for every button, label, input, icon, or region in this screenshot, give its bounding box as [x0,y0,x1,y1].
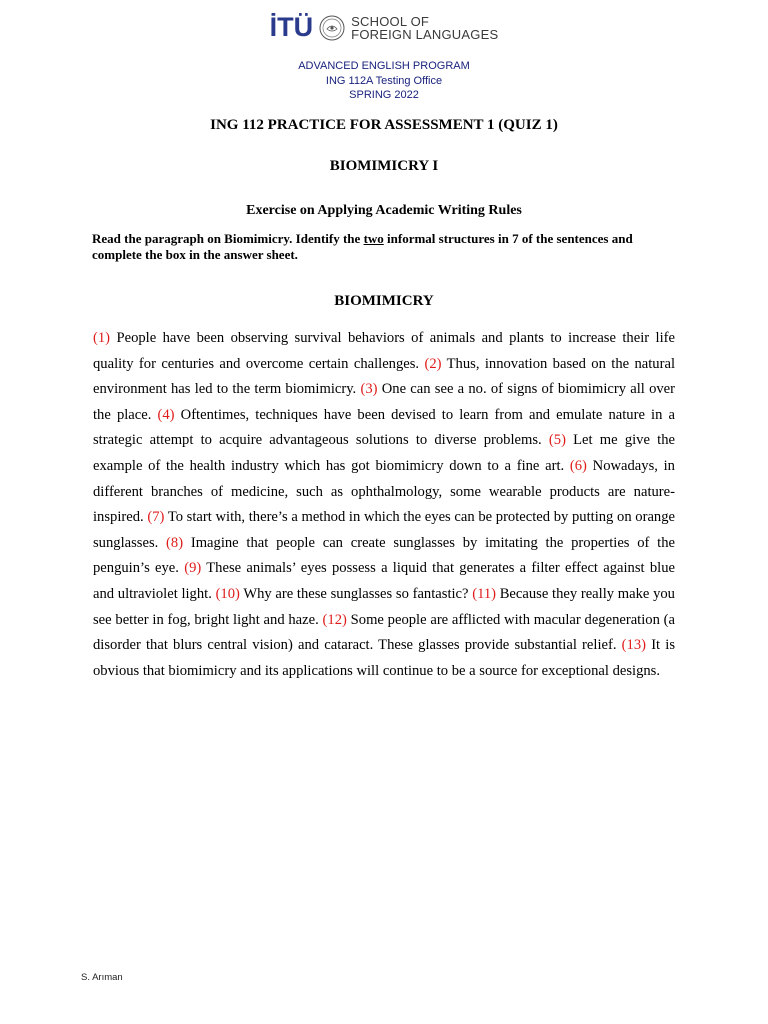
sentence-text: One can see a no. of signs of biomimicry all over the place. [93,381,676,423]
sentence-text: Why are these sunglasses so fantastic? [243,585,469,602]
school-logo [0,14,768,41]
sentence-text: Oftentimes, techniques have been devised to learn from and emulate nature in a strategic attempt to acquire advantageous solutions to diverse problems. [93,406,675,449]
sentence-text: It is obvious that biomimicry and its applications will continue to be a source for exceptional designs. [93,637,676,679]
sentence-number: (7) [147,509,165,526]
program-name: ADVANCED ENGLISH PROGRAM [298,60,470,72]
testing-office: ING 112A Testing Office [325,74,443,87]
school-name-line2: FOREIGN LANGUAGES [351,26,499,42]
instructions-underlined: two [363,231,384,246]
sentence-number: (13) [621,637,646,654]
biomimicry-paragraph [93,326,675,684]
sentence-number: (4) [157,406,175,423]
sentence-text: Because they really make you see better in fog, bright light and haze. [93,585,675,628]
sentence-number: (1) [93,330,111,346]
document-title: ING 112 PRACTICE FOR ASSESSMENT 1 (QUIZ 1) [210,117,558,133]
exercise-title: Exercise on Applying Academic Writing Rules [246,203,522,218]
sentence-number: (8) [166,534,184,551]
instructions-part2: informal structures in 7 of the sentences and complete the box in the answer sheet. [92,231,633,262]
paragraph-heading: BIOMIMICRY [334,293,434,309]
sentence-text: People have been observing survival behaviors of animals and plants to increase their life quality for centuries and overcome certain challenges. [93,330,675,372]
university-seal-icon [319,15,345,41]
sentence-number: (5) [548,432,566,449]
term: SPRING 2022 [349,89,419,101]
footer-author: S. Arıman [81,972,123,983]
document-subtitle: BIOMIMICRY I [329,158,439,174]
program-info [0,59,768,103]
sentence-number: (2) [424,355,442,372]
instructions [92,231,682,262]
sentence-text: To start with, there’s a method in which the eyes can be protected by putting on orange sunglasses. [93,509,676,551]
sentence-number: (3) [360,381,378,398]
sentence-number: (6) [569,457,587,474]
sentence-text: These animals’ eyes possess a liquid that generates a filter effect against blue and ultraviolet light. [93,560,675,602]
sentence-text: Thus, innovation based on the natural environment has led to the term biomimicry. [93,355,675,398]
sentence-number: (11) [472,585,496,602]
sentence-text: Nowadays, in different branches of medicine, such as ophthalmology, some wearable products are nature-inspired. [93,457,675,526]
sentence-number: (10) [215,585,240,602]
instructions-part1: Read the paragraph on Biomimicry. Identify the [92,231,364,246]
sentence-text: Some people are afflicted with macular degeneration (a disorder that blurs central vision) and cataract. These glasses provide substantial relief. [93,611,675,654]
sentence-number: (12) [322,611,347,628]
sentence-text: Imagine that people can create sunglasses by imitating the properties of the penguin’s eye. [93,534,675,577]
itu-logo-text: İTÜ [269,12,314,42]
school-name-line1: SCHOOL OF [351,13,430,29]
sentence-number: (9) [184,560,202,577]
school-name [351,15,498,41]
sentence-text: Let me give the example of the health industry which has got biomimicry down to a fine art. [93,432,675,474]
